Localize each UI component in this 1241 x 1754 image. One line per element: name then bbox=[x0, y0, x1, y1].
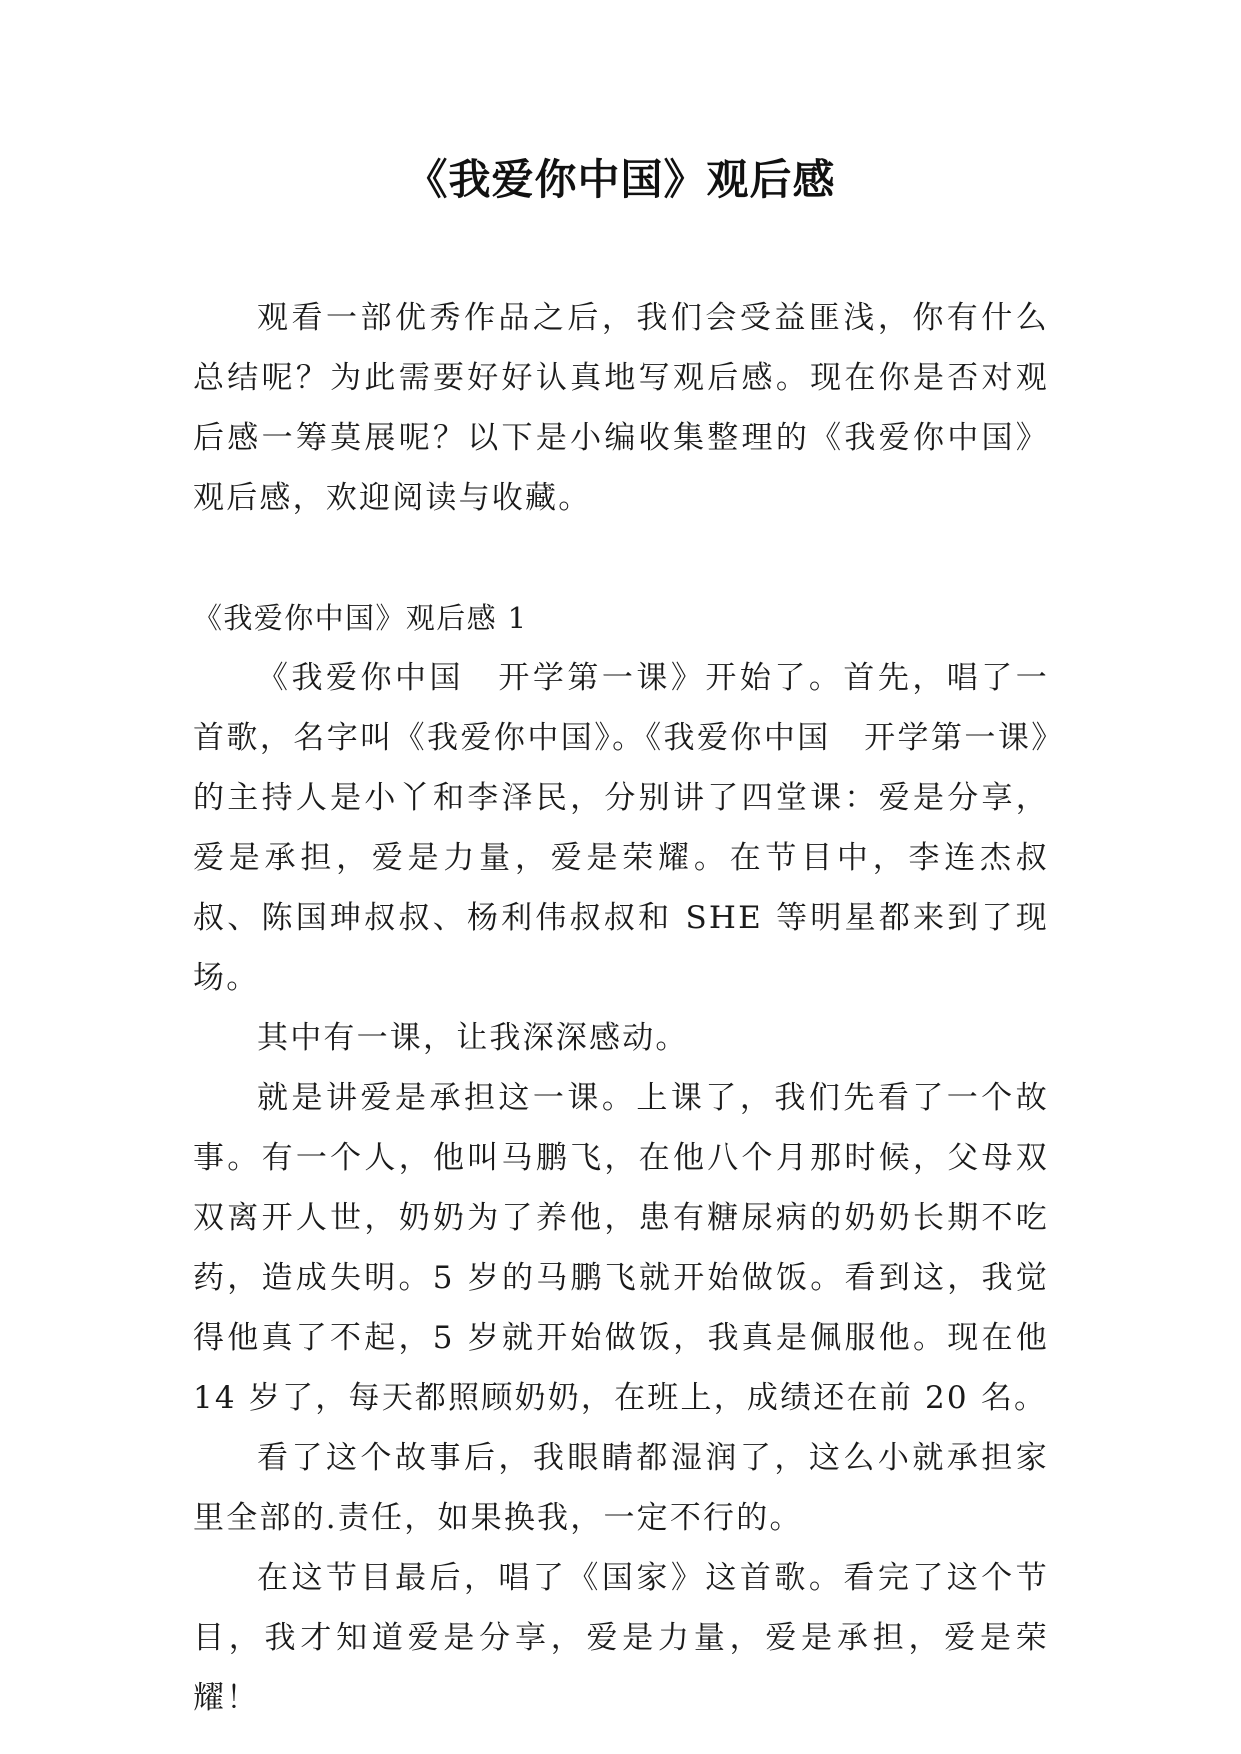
body-paragraph: 看了这个故事后，我眼睛都湿润了，这么小就承担家里全部的.责任，如果换我，一定不行的。 bbox=[193, 1440, 1049, 1536]
body-paragraph: 在这节目最后，唱了《国家》这首歌。看完了这个节目，我才知道爱是分享，爱是力量，爱是承担，爱是荣耀！ bbox=[193, 1560, 1049, 1716]
document-title: 《我爱你中国》观后感 bbox=[405, 155, 836, 204]
document-body bbox=[193, 288, 1049, 1728]
intro-paragraph: 观看一部优秀作品之后，我们会受益匪浅，你有什么总结呢？为此需要好好认真地写观后感。现在你是否对观后感一筹莫展呢？以下是小编收集整理的《我爱你中国》观后感，欢迎阅读与收藏。 bbox=[193, 300, 1049, 516]
body-paragraph: 就是讲爱是承担这一课。上课了，我们先看了一个故事。有一个人，他叫马鹏飞，在他八个月那时候，父母双双离开人世，奶奶为了养他，患有糖尿病的奶奶长期不吃药，造成失明。5 岁的马鹏飞就开始做饭。看到这，我觉得他真了不起，5 岁就开始做饭，我真是佩服他。现在他 14 岁了，每天都照顾奶奶，在班上，成绩还在前 20 名。 bbox=[193, 1080, 1049, 1416]
body-paragraph: 其中有一课，让我深深感动。 bbox=[257, 1020, 689, 1056]
section-spacer bbox=[193, 528, 1049, 588]
body-paragraph: 《我爱你中国 开学第一课》开始了。首先，唱了一首歌，名字叫《我爱你中国》。《我爱你中国 开学第一课》的主持人是小丫和李泽民，分别讲了四堂课：爱是分享，爱是承担，爱是力量，爱是荣耀。在节目中，李连杰叔叔、陈国珅叔叔、杨利伟叔叔和 SHE 等明星都来到了现场。 bbox=[193, 660, 1049, 996]
section-heading: 《我爱你中国》观后感 1 bbox=[193, 601, 528, 635]
